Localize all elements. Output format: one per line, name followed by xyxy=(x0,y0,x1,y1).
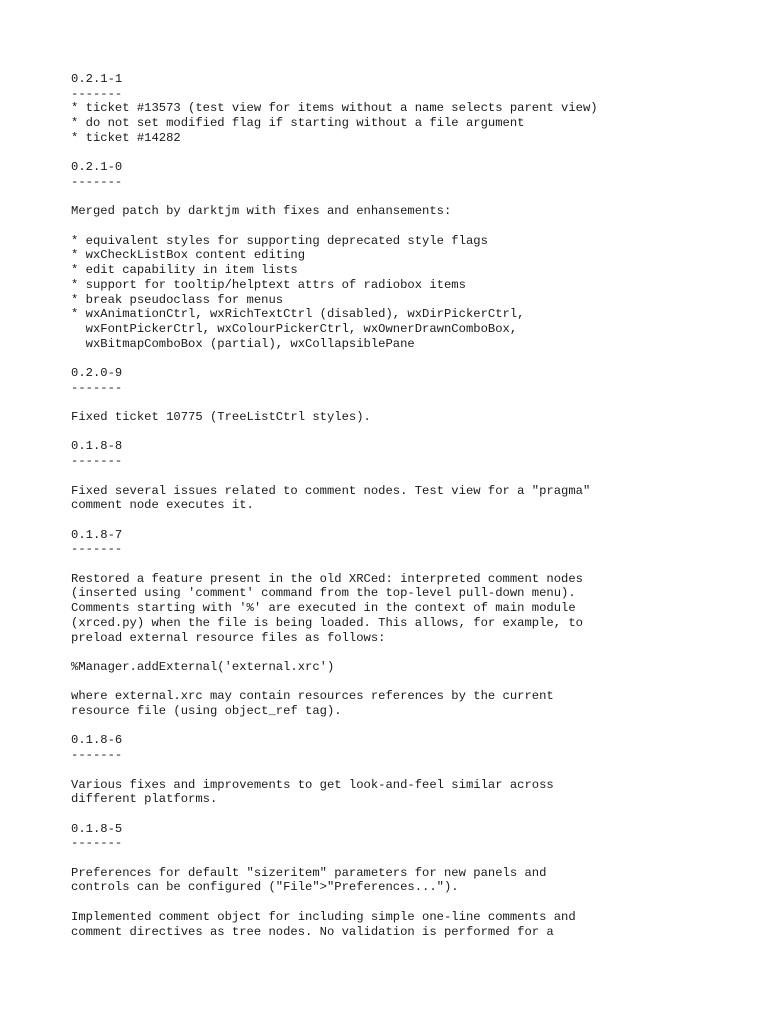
text-line xyxy=(71,351,598,366)
text-line: * do not set modified flag if starting without a file argument xyxy=(71,116,525,131)
text-line: ------- xyxy=(71,86,123,101)
text-line: comment directives as tree nodes. No validation is performed for a xyxy=(71,924,554,939)
text-line: 0.2.1-0 xyxy=(71,160,123,175)
text-line xyxy=(71,851,598,866)
text-line: resource file (using object_ref tag). xyxy=(71,704,342,719)
text-line: * ticket #14282 xyxy=(71,130,181,145)
text-line: * wxAnimationCtrl, wxRichTextCtrl (disabled), wxDirPickerCtrl, xyxy=(71,307,525,322)
text-line: Restored a feature present in the old XRCed: interpreted comment nodes xyxy=(71,571,583,586)
text-line xyxy=(71,425,598,440)
text-line: ------- xyxy=(71,748,123,763)
text-line xyxy=(71,469,598,484)
text-line xyxy=(71,719,598,734)
text-line: 0.1.8-5 xyxy=(71,821,123,836)
text-line: controls can be configured ("File">"Preferences..."). xyxy=(71,880,459,895)
text-line: Fixed several issues related to comment nodes. Test view for a "pragma" xyxy=(71,483,591,498)
text-line: * ticket #13573 (test view for items without a name selects parent view) xyxy=(71,101,598,116)
text-line: 0.2.1-1 xyxy=(71,72,123,86)
text-line xyxy=(71,645,598,660)
text-line xyxy=(71,675,598,690)
text-line: where external.xrc may contain resources references by the current xyxy=(71,689,554,704)
text-line: Merged patch by darktjm with fixes and enhansements: xyxy=(71,204,452,219)
text-line: 0.1.8-8 xyxy=(71,439,123,454)
text-line xyxy=(71,190,598,205)
text-line xyxy=(71,219,598,234)
text-line: Preferences for default "sizeritem" parameters for new panels and xyxy=(71,865,547,880)
text-line: * support for tooltip/helptext attrs of radiobox items xyxy=(71,277,466,292)
text-line: wxBitmapComboBox (partial), wxCollapsiblePane xyxy=(71,336,415,351)
text-line: ------- xyxy=(71,836,123,851)
text-line: %Manager.addExternal('external.xrc') xyxy=(71,659,335,674)
text-line: comment node executes it. xyxy=(71,498,254,513)
text-line: Implemented comment object for including simple one-line comments and xyxy=(71,909,576,924)
text-line: ------- xyxy=(71,174,123,189)
text-line: Fixed ticket 10775 (TreeListCtrl styles). xyxy=(71,410,371,425)
text-line: ------- xyxy=(71,454,123,469)
text-line: * break pseudoclass for menus xyxy=(71,292,284,307)
text-line: Various fixes and improvements to get look-and-feel similar across xyxy=(71,777,554,792)
text-line xyxy=(71,395,598,410)
text-line: * wxCheckListBox content editing xyxy=(71,248,306,263)
text-line: 0.1.8-7 xyxy=(71,527,123,542)
text-line: preload external resource files as follows: xyxy=(71,630,386,645)
text-line xyxy=(71,763,598,778)
text-line: different platforms. xyxy=(71,792,218,807)
text-line xyxy=(71,146,598,161)
text-line: ------- xyxy=(71,380,123,395)
text-line xyxy=(71,807,598,822)
changelog-text xyxy=(71,72,598,939)
text-line: (xrced.py) when the file is being loaded. This allows, for example, to xyxy=(71,615,583,630)
text-line: wxFontPickerCtrl, wxColourPickerCtrl, wxOwnerDrawnComboBox, xyxy=(71,321,518,336)
text-line: (inserted using 'comment' command from the top-level pull-down menu). xyxy=(71,586,576,601)
text-line: 0.1.8-6 xyxy=(71,733,123,748)
text-line: 0.2.0-9 xyxy=(71,366,123,380)
text-line: * equivalent styles for supporting deprecated style flags xyxy=(71,233,488,248)
text-line xyxy=(71,557,598,572)
text-line: * edit capability in item lists xyxy=(71,263,298,278)
text-line: Comments starting with '%' are executed in the context of main module xyxy=(71,601,576,616)
text-line xyxy=(71,513,598,528)
text-line xyxy=(71,895,598,910)
text-line: ------- xyxy=(71,542,123,557)
